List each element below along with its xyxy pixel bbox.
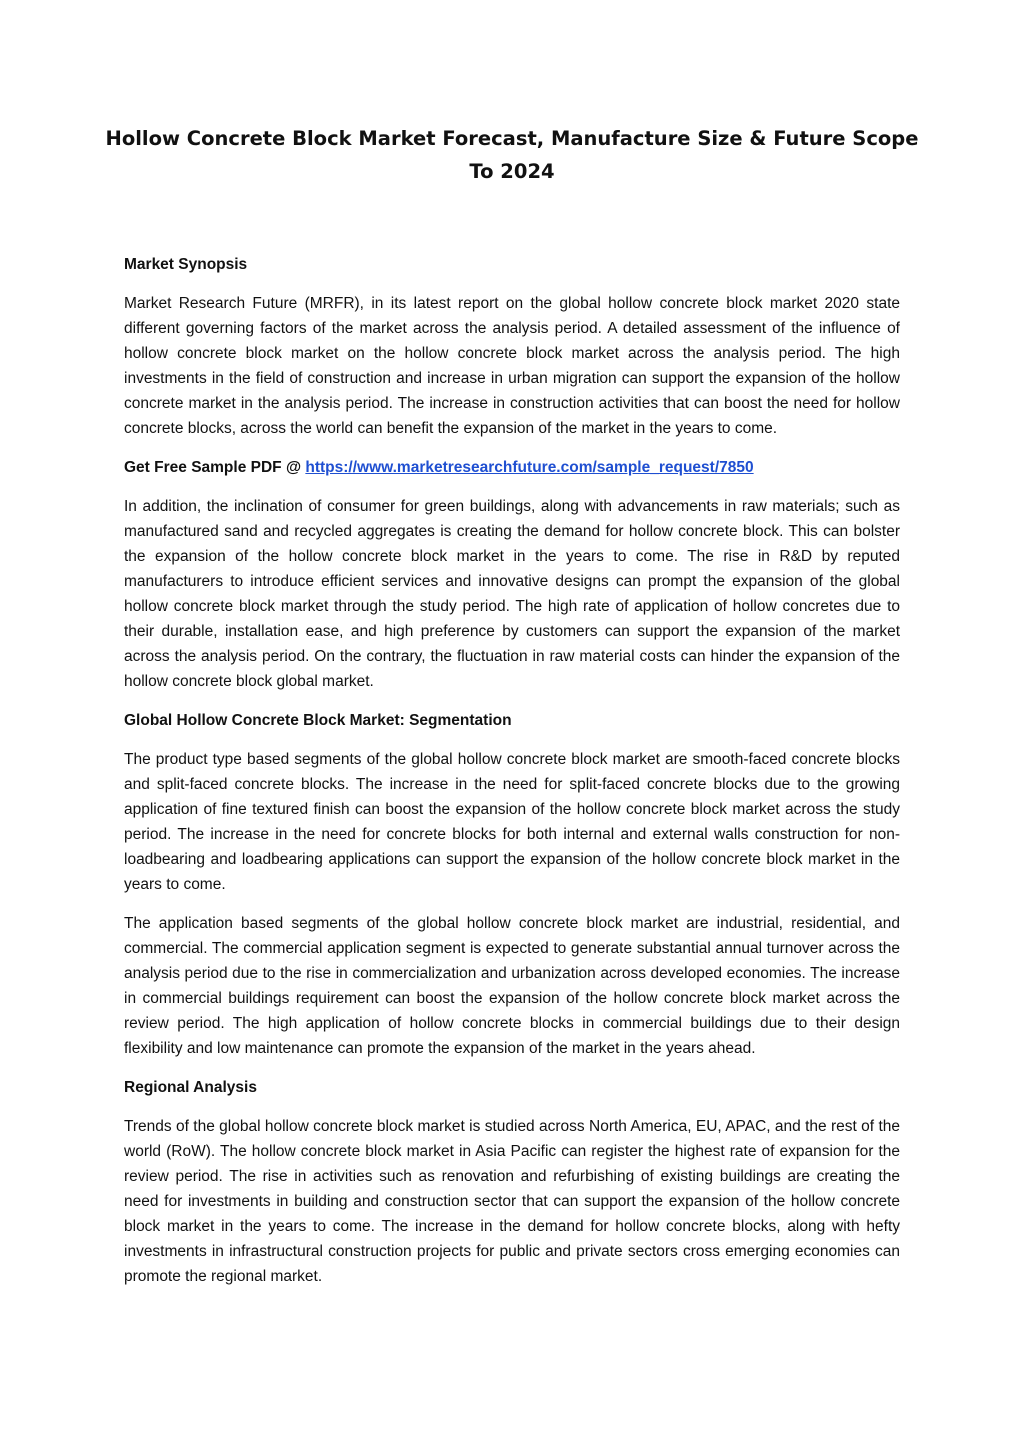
paragraph-product-type: The product type based segments of the global hollow concrete block market are smooth-faced concrete blocks and split-faced concrete blocks. The increase in the need for split-faced concrete blocks due to the growing application of fine textured finish can boost the expansion of the hollow concrete block market across the study period. The increase in the need for concrete blocks for both internal and external walls construction for non-loadbearing and loadbearing applications can support the expansion of the hollow concrete block market in the years to come. xyxy=(124,751,900,893)
sample-pdf-line xyxy=(124,455,900,480)
paragraph-regional: Trends of the global hollow concrete block market is studied across North America, EU, APAC, and the rest of the world (RoW). The hollow concrete block market in Asia Pacific can register the highest rate of expansion for the review period. The rise in activities such as renovation and refurbishing of existing buildings are creating the need for investments in building and construction sector that can support the expansion of the hollow concrete block market in the years to come. The increase in the demand for hollow concrete blocks, along with hefty investments in infrastructural construction projects for public and private sectors cross emerging economies can promote the regional market. xyxy=(124,1118,900,1285)
spacer xyxy=(124,188,900,252)
paragraph-addition: In addition, the inclination of consumer for green buildings, along with advancements in raw materials; such as manufactured sand and recycled aggregates is creating the demand for hollow concrete block. This can bolster the expansion of the hollow concrete block market in the years to come. The rise in R&D by reputed manufacturers to introduce efficient services and innovative designs can prompt the expansion of the global hollow concrete block market through the study period. The high rate of application of hollow concretes due to their durable, installation ease, and high preference by customers can support the expansion of the market across the analysis period. On the contrary, the fluctuation in raw material costs can hinder the expansion of the hollow concrete block global market. xyxy=(124,498,900,690)
document-page xyxy=(105,120,919,1289)
document-title: Hollow Concrete Block Market Forecast, Manufacture Size & Future Scope To 2024 xyxy=(105,127,919,183)
section-heading-synopsis: Market Synopsis xyxy=(124,256,248,273)
sample-pdf-label: Get Free Sample PDF @ xyxy=(124,459,306,476)
paragraph-synopsis: Market Research Future (MRFR), in its latest report on the global hollow concrete block market 2020 state different governing factors of the market across the analysis period. A detailed assessment of the influence of hollow concrete block market on the hollow concrete block market across the analysis period. The high investments in the field of construction and increase in urban migration can support the expansion of the hollow concrete market in the analysis period. The increase in construction activities that can boost the need for hollow concrete blocks, across the world can benefit the expansion of the market in the years to come. xyxy=(124,295,900,437)
paragraph-application: The application based segments of the global hollow concrete block market are industrial, residential, and commercial. The commercial application segment is expected to generate substantial annual turnover across the analysis period due to the rise in commercialization and urbanization across developed economies. The increase in commercial buildings requirement can boost the expansion of the hollow concrete block market across the review period. The high application of hollow concrete blocks in commercial buildings due to their design flexibility and low maintenance can promote the expansion of the market in the years ahead. xyxy=(124,915,900,1057)
section-heading-segmentation: Global Hollow Concrete Block Market: Segmentation xyxy=(124,712,512,729)
section-heading-regional: Regional Analysis xyxy=(124,1079,257,1096)
sample-pdf-link[interactable]: https://www.marketresearchfuture.com/sample_request/7850 xyxy=(305,459,754,476)
